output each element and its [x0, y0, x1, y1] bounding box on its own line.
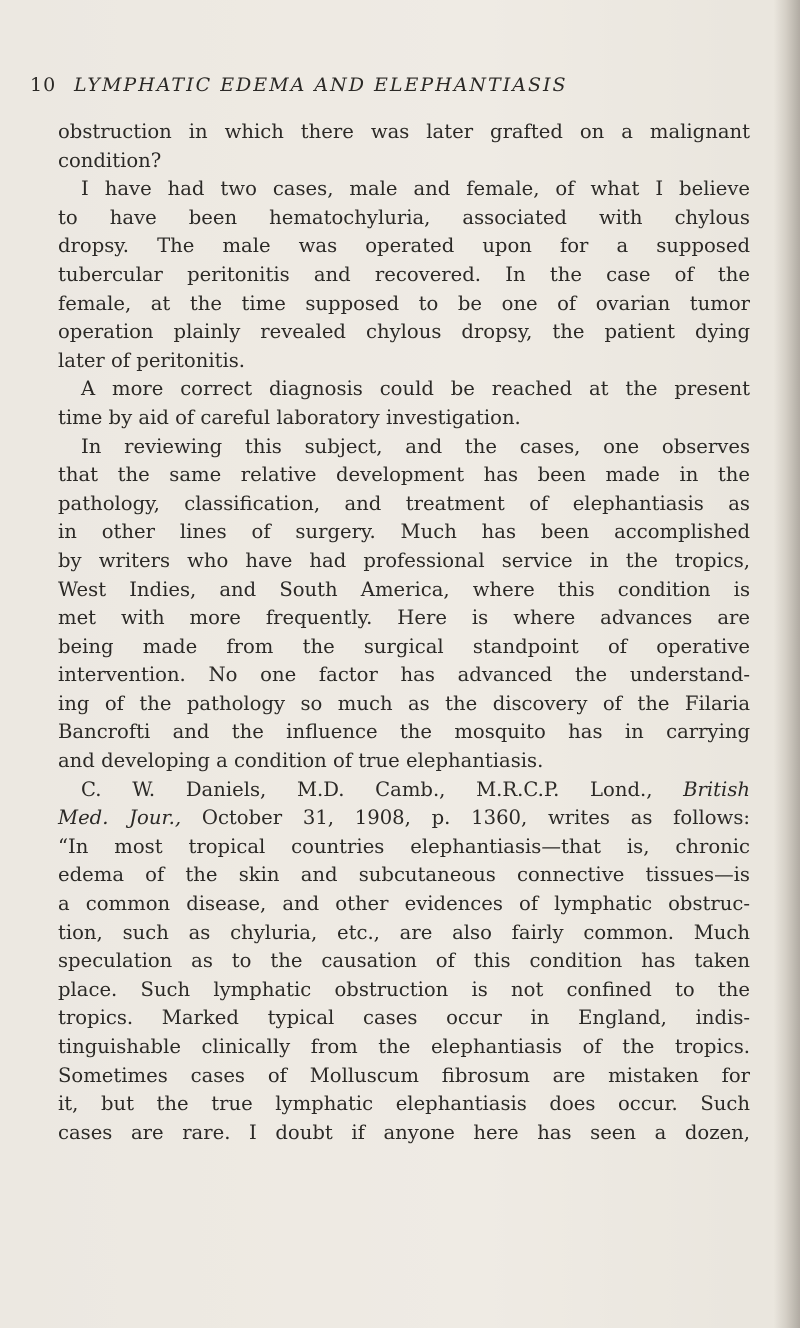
- text-line: dropsy. The male was operated upon for a supposed: [58, 234, 750, 258]
- text-line: A more correct diagnosis could be reached at the present: [81, 377, 750, 401]
- text-line: I have had two cases, male and female, of what I believe: [81, 177, 750, 201]
- text-line: pathology, classification, and treatment of elephantiasis as: [58, 491, 750, 515]
- journal-title: British: [683, 777, 750, 801]
- text-line: it, but the true lymphatic elephantiasis does occur. Such: [58, 1092, 750, 1116]
- text-line: time by aid of careful laboratory investigation.: [58, 405, 521, 429]
- text-line: being made from the surgical standpoint of operative: [58, 634, 750, 658]
- text-line: obstruction in which there was later grafted on a malignant: [58, 120, 750, 143]
- text-line: Sometimes cases of Molluscum fibrosum are mistaken for: [58, 1063, 750, 1087]
- text-line: speculation as to the causation of this condition has taken: [58, 949, 750, 973]
- running-head: [30, 74, 730, 96]
- text-line: tubercular peritonitis and recovered. In the case of the: [58, 262, 750, 286]
- text-line: tion, such as chyluria, etc., are also fairly common. Much: [58, 920, 750, 944]
- text-line: and developing a condition of true elephantiasis.: [58, 749, 544, 773]
- page-binding-shadow: [774, 0, 800, 1328]
- citation-author: C. W. Daniels, M.D. Camb., M.R.C.P. Lond.,: [81, 777, 684, 801]
- text-line: tropics. Marked typical cases occur in England, indis-: [58, 1006, 750, 1030]
- text-line: intervention. No one factor has advanced the understand-: [58, 663, 750, 687]
- text-line: West Indies, and South America, where this condition is: [58, 577, 750, 601]
- page-number: 10: [30, 74, 57, 96]
- text-line: in other lines of surgery. Much has been accomplished: [58, 520, 750, 544]
- paragraph-4: [58, 433, 750, 776]
- text-line: female, at the time supposed to be one of ovarian tumor: [58, 291, 750, 315]
- journal-title-cont: Med. Jour.,: [58, 806, 182, 830]
- text-line: [58, 776, 750, 805]
- text-line: ing of the pathology so much as the discovery of the Filaria: [58, 691, 750, 715]
- text-line: by writers who have had professional service in the tropics,: [58, 548, 750, 572]
- text-line: condition?: [58, 148, 162, 172]
- text-line: to have been hematochyluria, associated with chylous: [58, 205, 750, 229]
- text-line: later of peritonitis.: [58, 348, 246, 372]
- text-line: place. Such lymphatic obstruction is not confined to the: [58, 977, 750, 1001]
- running-title: LYMPHATIC EDEMA AND ELEPHANTIASIS: [74, 74, 568, 96]
- text-line: [58, 804, 750, 833]
- paragraph-2: [58, 175, 750, 375]
- citation-details: October 31, 1908, p. 1360, writes as follows:: [181, 806, 750, 830]
- text-line: operation plainly revealed chylous dropsy, the patient dying: [58, 320, 750, 344]
- paragraph-1: [58, 118, 750, 175]
- paragraph-5: [58, 776, 750, 1148]
- text-line: tinguishable clinically from the elephantiasis of the tropics.: [58, 1035, 750, 1058]
- body-text: [58, 118, 750, 1147]
- text-line: edema of the skin and subcutaneous connective tissues—is: [58, 863, 750, 887]
- text-line: cases are rare. I doubt if anyone here has seen a dozen,: [58, 1120, 750, 1144]
- text-line: met with more frequently. Here is where advances are: [58, 606, 750, 630]
- text-line: In reviewing this subject, and the cases, one observes: [81, 434, 750, 458]
- text-line: “In most tropical countries elephantiasis—that is, chronic: [58, 834, 750, 858]
- paragraph-3: [58, 375, 750, 432]
- text-line: that the same relative development has been made in the: [58, 463, 750, 487]
- text-line: Bancrofti and the influence the mosquito has in carrying: [58, 720, 750, 744]
- text-line: a common disease, and other evidences of lymphatic obstruc-: [58, 892, 750, 916]
